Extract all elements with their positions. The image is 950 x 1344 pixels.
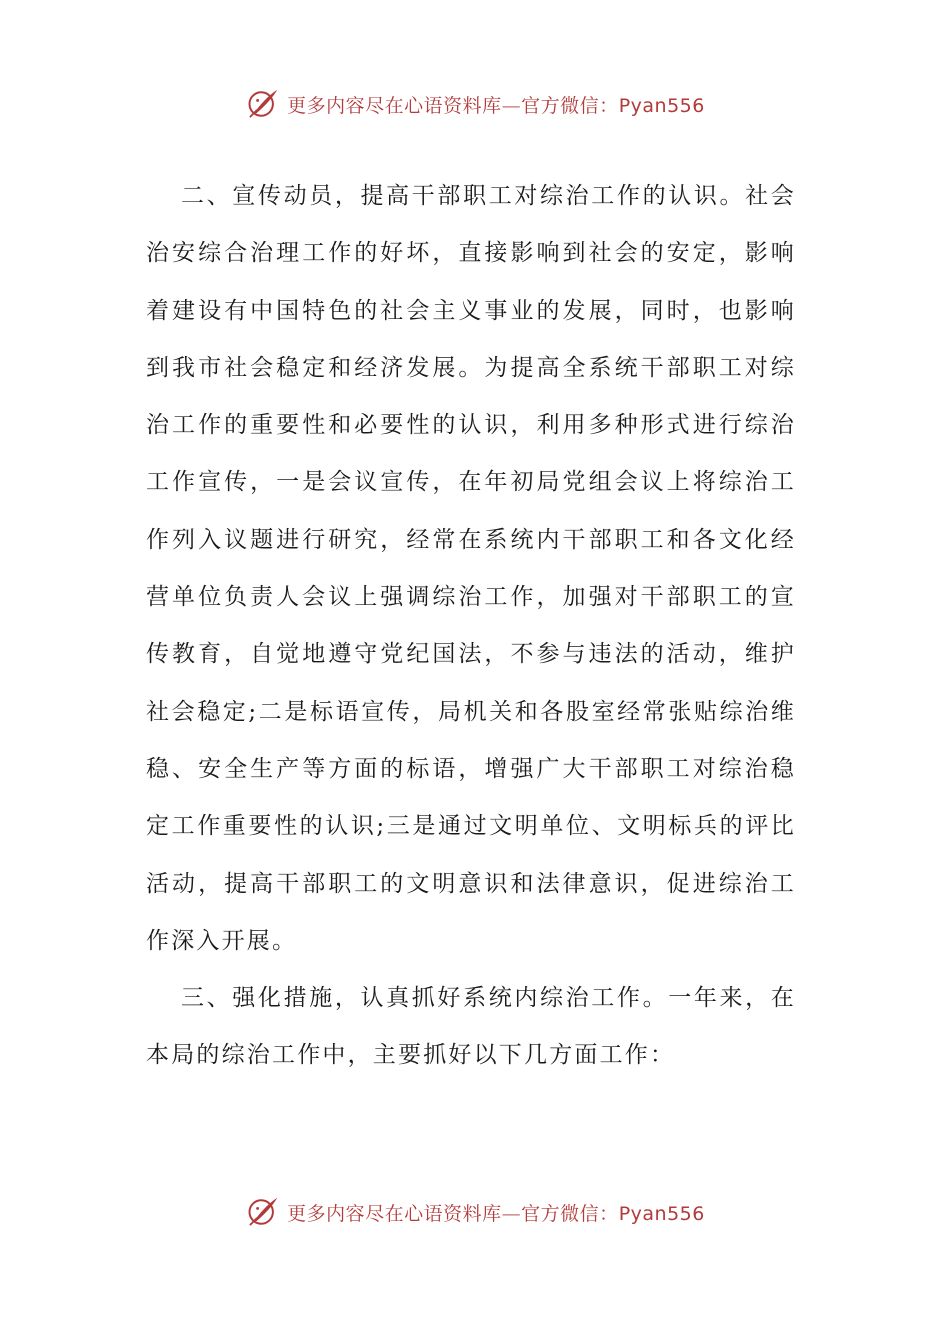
paragraph-measures: 三、强化措施，认真抓好系统内综治工作。一年来，在本局的综治工作中，主要抓好以下几方面工作： xyxy=(146,985,796,1069)
document-body xyxy=(146,168,796,1085)
quill-pen-logo-icon xyxy=(245,86,281,122)
banner-title: 更多内容尽在心语资料库 xyxy=(287,94,502,117)
banner-title: 更多内容尽在心语资料库 xyxy=(287,1202,502,1225)
header-banner xyxy=(0,82,950,126)
banner-separator: — xyxy=(501,1202,522,1225)
banner-wechat-label: 官方微信： xyxy=(521,94,619,117)
banner-wechat-label: 官方微信： xyxy=(521,1202,619,1225)
quill-pen-logo-icon xyxy=(245,1194,281,1230)
banner-slogan xyxy=(287,91,705,118)
paragraph-propaganda: 二、宣传动员，提高干部职工对综治工作的认识。社会治安综合治理工作的好坏，直接影响到社会的安定，影响着建设有中国特色的社会主义事业的发展，同时，也影响到我市社会稳定和经济发展。为提高全系统干部职工对综治工作的重要性和必要性的认识，利用多种形式进行综治工作宣传，一是会议宣传，在年初局党组会议上将综治工作列入议题进行研究，经常在系统内干部职工和各文化经营单位负责人会议上强调综治工作，加强对干部职工的宣传教育，自觉地遵守党纪国法，不参与违法的活动，维护社会稳定;二是标语宣传，局机关和各股室经常张贴综治维稳、安全生产等方面的标语，增强广大干部职工对综治稳定工作重要性的认识;三是通过文明单位、文明标兵的评比活动，提高干部职工的文明意识和法律意识，促进综治工作深入开展。 xyxy=(146,183,796,954)
footer-banner xyxy=(0,1190,950,1234)
banner-wechat-id: Pyan556 xyxy=(618,94,705,117)
banner-separator: — xyxy=(501,94,522,117)
banner-slogan xyxy=(287,1199,705,1226)
banner-wechat-id: Pyan556 xyxy=(618,1202,705,1225)
